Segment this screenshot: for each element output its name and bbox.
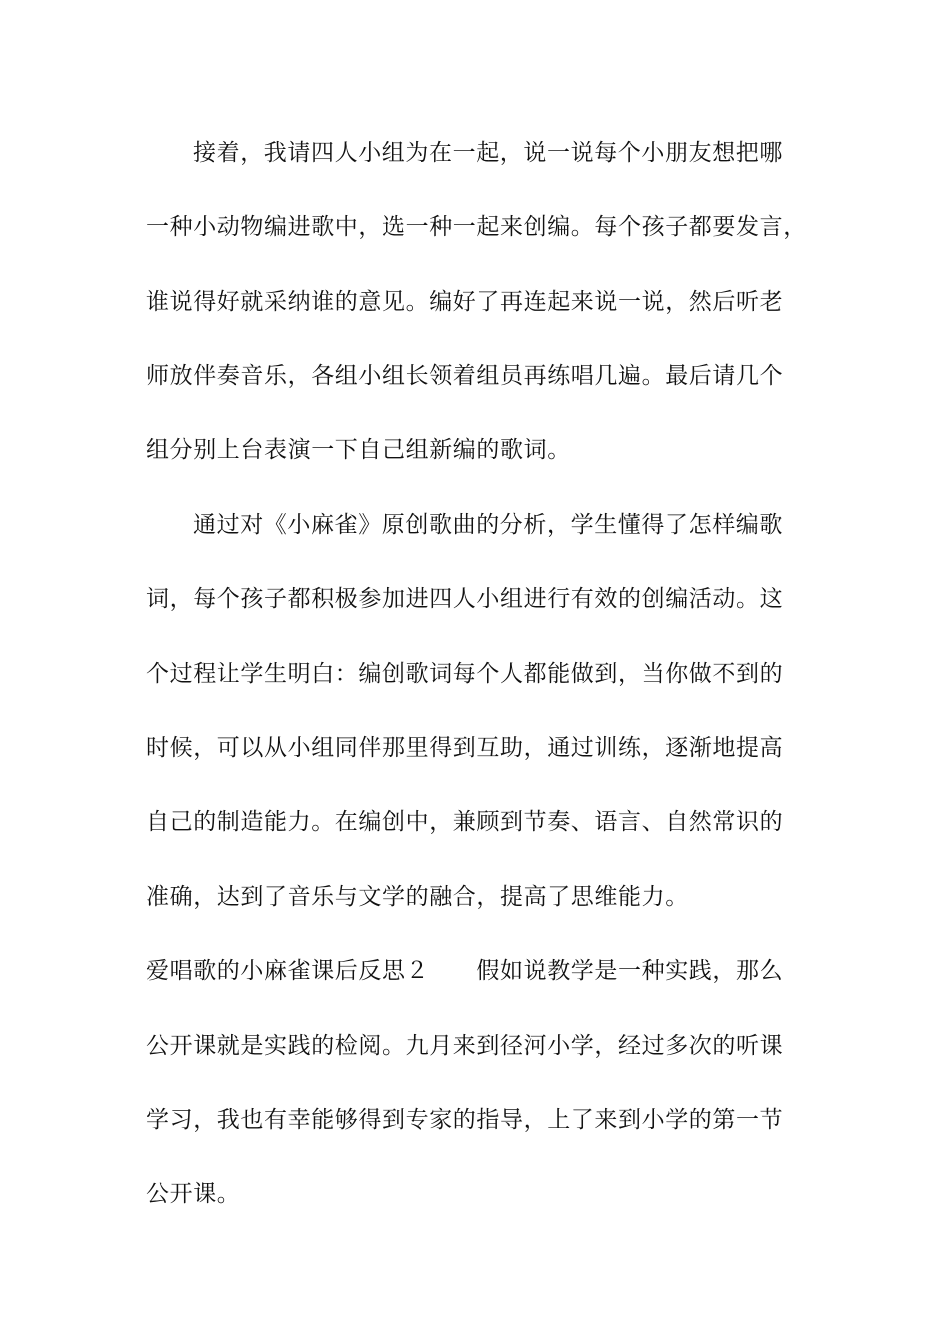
paragraph-1-line-3: 谁说得好就采纳谁的意见。编好了再连起来说一说，然后听老 [146,289,784,315]
paragraph-2-line-1: 通过对《小麻雀》原创歌曲的分析，学生懂得了怎样编歌 [193,512,783,538]
paragraph-1-line-1: 接着，我请四人小组为在一起，说一说每个小朋友想把哪 [193,140,783,166]
paragraph-3-line-3: 学习，我也有幸能够得到专家的指导，上了来到小学的第一节 [146,1107,784,1133]
paragraph-2-line-6: 准确，达到了音乐与文学的融合，提高了思维能力。 [146,884,689,910]
section-heading-line: 爱唱歌的小麻雀课后反思２ 假如说教学是一种实践，那么 [146,958,784,984]
paragraph-1-line-2: 一种小动物编进歌中，选一种一起来创编。每个孩子都要发言， [146,214,807,240]
paragraph-2-line-5: 自己的制造能力。在编创中，兼顾到节奏、语言、自然常识的 [146,809,784,835]
paragraph-2-line-2: 词，每个孩子都积极参加进四人小组进行有效的创编活动。这 [146,586,784,612]
paragraph-3-line-2: 公开课就是实践的检阅。九月来到径河小学，经过多次的听课 [146,1033,784,1059]
paragraph-1-line-4: 师放伴奏音乐，各组小组长领着组员再练唱几遍。最后请几个 [146,363,784,389]
paragraph-2-line-3: 个过程让学生明白：编创歌词每个人都能做到，当你做不到的 [146,661,784,687]
paragraph-2-line-4: 时候，可以从小组同伴那里得到互助，通过训练，逐渐地提高 [146,735,784,761]
paragraph-3-line-4: 公开课。 [146,1181,241,1207]
paragraph-1-line-5: 组分别上台表演一下自己组新编的歌词。 [146,437,571,463]
